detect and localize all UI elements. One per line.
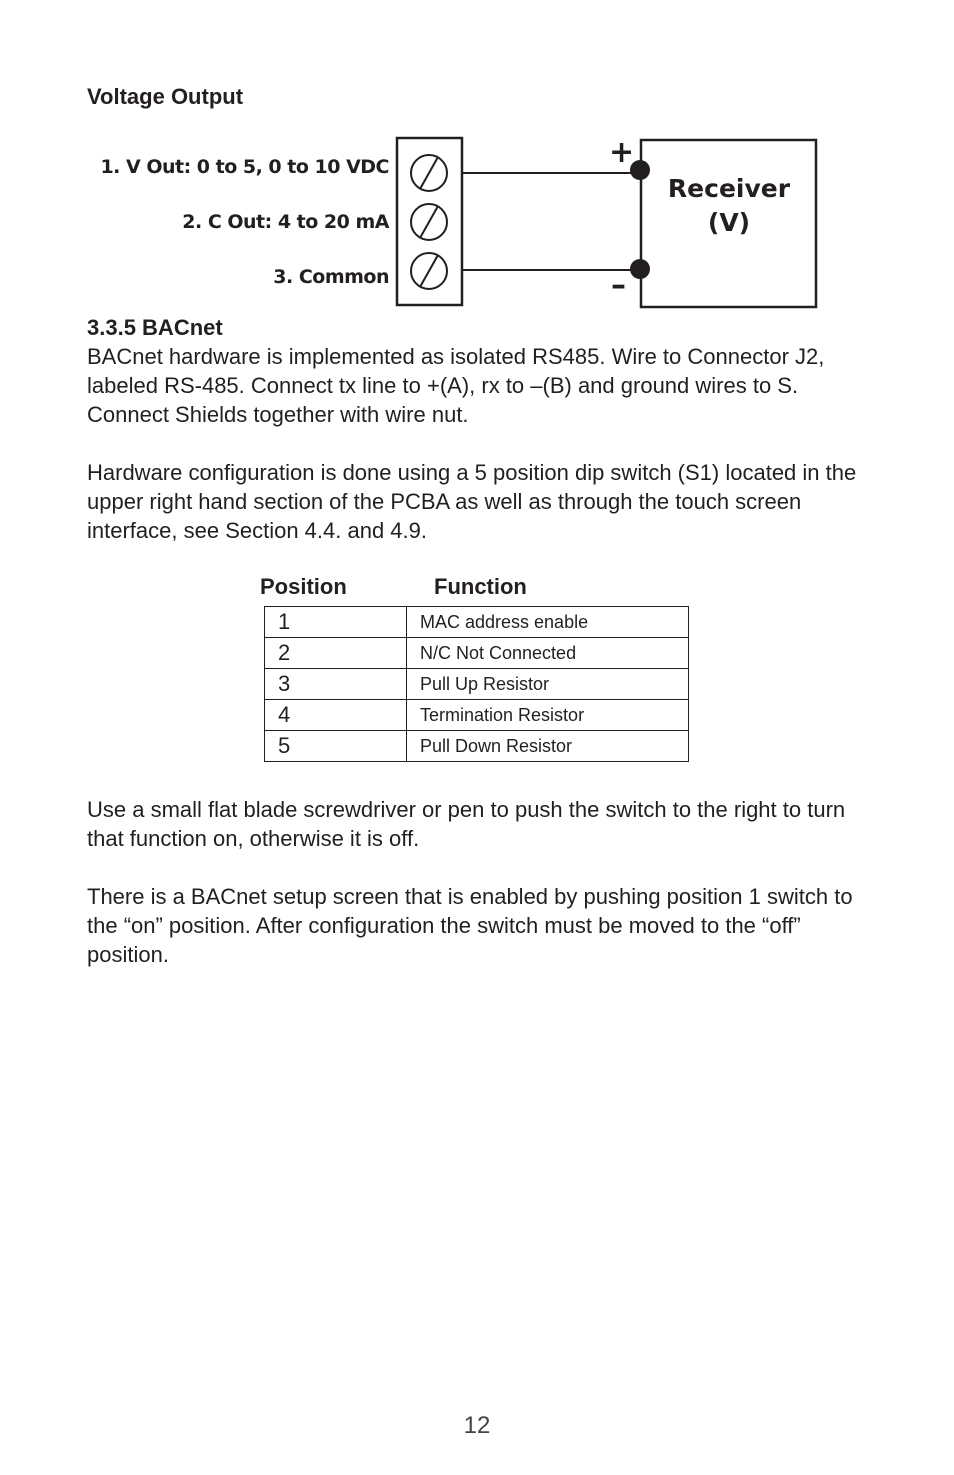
position-cell: 5 [265, 731, 407, 762]
table-row [265, 638, 689, 669]
receiver-label-line2: (V) [707, 208, 751, 237]
receiver-label-line1: Receiver [667, 174, 791, 203]
bacnet-paragraph-1 [87, 342, 877, 429]
receiver-label [641, 172, 817, 240]
minus-sign: – [611, 268, 626, 303]
table-row [265, 700, 689, 731]
table-row [265, 607, 689, 638]
table-header-function: Function [434, 574, 527, 599]
bacnet-paragraph-4 [87, 882, 877, 969]
position-cell: 2 [265, 638, 407, 669]
section-title: 3.3.5 BACnet [87, 315, 223, 340]
table-header-position: Position [260, 574, 347, 599]
screw-terminal-3 [411, 253, 447, 289]
function-cell: Termination Resistor [407, 700, 689, 731]
paragraph-3-text: Use a small flat blade screwdriver or pen to push the switch to the right to turn that function on, otherwise it is off. [87, 797, 846, 851]
position-cell: 4 [265, 700, 407, 731]
table-row [265, 731, 689, 762]
bacnet-paragraph-2 [87, 458, 877, 545]
position-cell: 1 [265, 607, 407, 638]
terminal-label-3: 3. Common [273, 266, 389, 288]
table-row [265, 669, 689, 700]
terminal-label-1: 1. V Out: 0 to 5, 0 to 10 VDC [100, 156, 389, 178]
dip-switch-table [264, 606, 689, 762]
function-cell: N/C Not Connected [407, 638, 689, 669]
function-cell: Pull Up Resistor [407, 669, 689, 700]
negative-connection-dot [630, 259, 650, 279]
voltage-output-title: Voltage Output [87, 84, 244, 109]
function-cell: Pull Down Resistor [407, 731, 689, 762]
terminal-label-2: 2. C Out: 4 to 20 mA [182, 211, 389, 233]
function-cell: MAC address enable [407, 607, 689, 638]
bacnet-paragraph-3 [87, 795, 877, 853]
paragraph-4-text: There is a BACnet setup screen that is enabled by pushing position 1 switch to the “on” position. After configuration the switch must be moved to the “off” position. [87, 884, 853, 967]
screw-terminal-1 [411, 155, 447, 191]
position-cell: 3 [265, 669, 407, 700]
page-number: 12 [463, 1412, 491, 1439]
plus-sign: + [609, 135, 635, 170]
paragraph-2-text: Hardware configuration is done using a 5 position dip switch (S1) located in the upper right hand section of the PCBA as well as through the touch screen interface, see Section 4.4. and 4.9. [87, 460, 857, 543]
screw-terminal-2 [411, 204, 447, 240]
paragraph-1-text: BACnet hardware is implemented as isolated RS485. Wire to Connector J2, labeled RS-485. Connect tx line to +(A), rx to –(B) and ground wires to S. Connect Shields together with wire nut. [87, 344, 825, 427]
